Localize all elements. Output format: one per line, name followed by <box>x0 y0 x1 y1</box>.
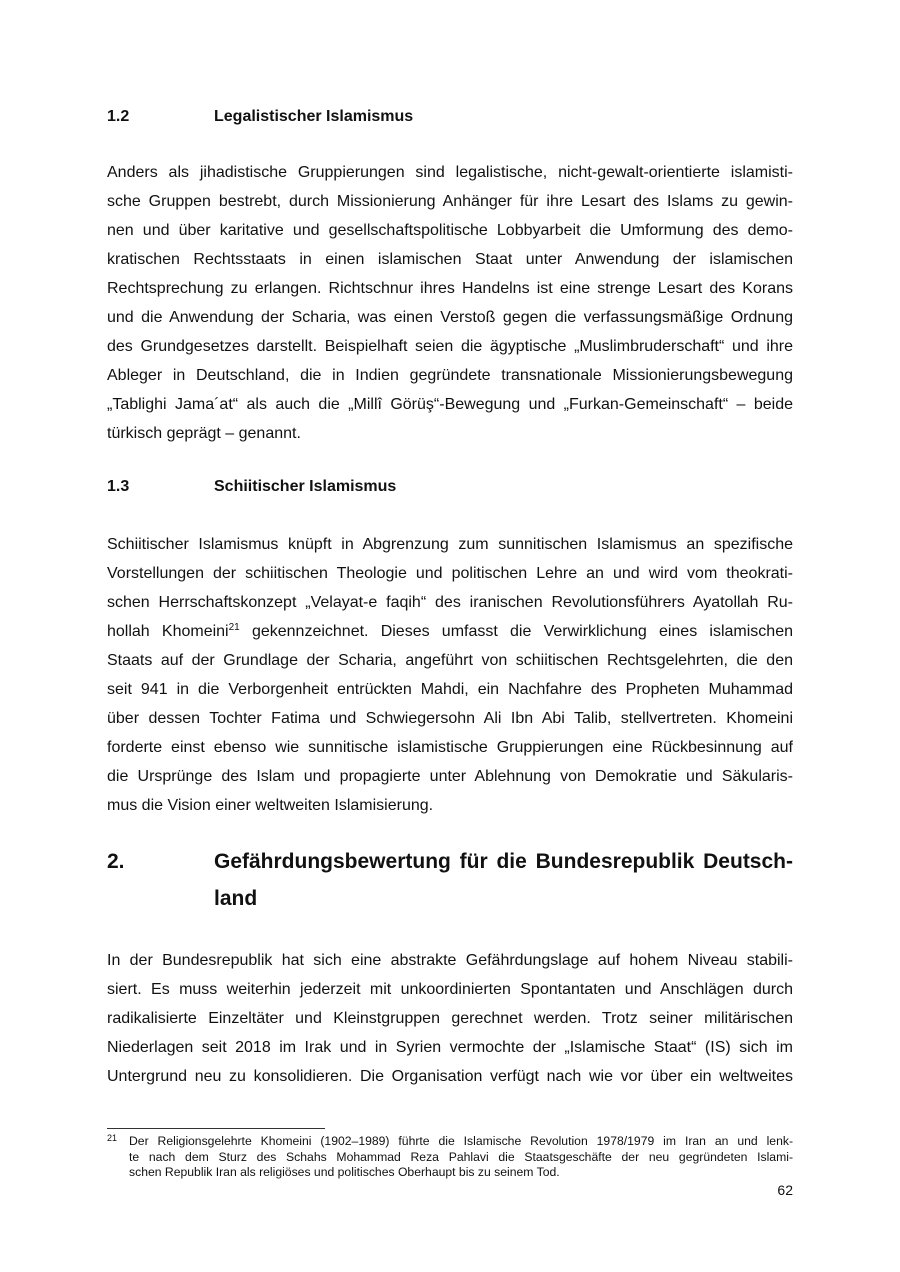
text-line: Niederlagen seit 2018 im Irak und in Syrien vermochte der „Islamische Staat“ (IS) sich im <box>107 1039 793 1056</box>
text-line: siert. Es muss weiterhin jederzeit mit unkoordinierten Spontantaten und Anschlägen durch <box>107 981 793 998</box>
section-title: Legalistischer Islamismus <box>214 108 414 125</box>
text-line: seit 941 in die Verborgenheit entrückten Mahdi, ein Nachfahre des Propheten Muhammad <box>107 681 793 698</box>
text-line: sche Gruppen bestrebt, durch Missionierung Anhänger für ihre Lesart des Islams zu gewin- <box>107 193 793 210</box>
text-line: und die Anwendung der Scharia, was einen Verstoß gegen die verfassungsmäßige Ordnung <box>107 309 793 326</box>
text-line-with-footnote-ref <box>107 617 793 646</box>
text-line: Anders als jihadistische Gruppierungen sind legalistische, nicht-gewalt-orientierte islamisti- <box>107 164 793 181</box>
page-number: 62 <box>777 1182 793 1198</box>
footnote-line: Der Religionsgelehrte Khomeini (1902–1989) führte die Islamische Revolution 1978/1979 im Iran an und lenk- <box>129 1134 793 1148</box>
footnote-line: schen Republik Iran als religiöses und politisches Oberhaupt bis zu seinem Tod. <box>129 1165 560 1179</box>
text-line: Rechtsprechung zu erlangen. Richtschnur ihres Handelns ist eine strenge Lesart des Korans <box>107 280 793 297</box>
text-fragment: gekennzeichnet. Dieses umfasst die Verwirklichung eines islamischen <box>239 623 793 640</box>
text-line: Vorstellungen der schiitischen Theologie und politischen Lehre an und wird vom theokrati- <box>107 565 793 582</box>
chapter-number: 2. <box>107 850 125 873</box>
text-line: In der Bundesrepublik hat sich eine abstrakte Gefährdungslage auf hohem Niveau stabili- <box>107 952 793 969</box>
text-line: Ableger in Deutschland, die in Indien gegründete transnationale Missionierungsbewegung <box>107 367 793 384</box>
text-line: kratischen Rechtsstaats in einen islamischen Staat unter Anwendung der islamischen <box>107 251 793 268</box>
text-line: des Grundgesetzes darstellt. Beispielhaft seien die ägyptische „Muslimbruderschaft“ und ihre <box>107 338 793 355</box>
footnote-text <box>129 1134 793 1181</box>
text-line: mus die Vision einer weltweiten Islamisierung. <box>107 797 434 814</box>
footnote-separator <box>107 1128 325 1129</box>
text-line: über dessen Tochter Fatima und Schwiegersohn Ali Ibn Abi Talib, stellvertreten. Khomeini <box>107 710 793 727</box>
text-line: Untergrund neu zu konsolidieren. Die Organisation verfügt nach wie vor über ein weltweites <box>107 1068 793 1085</box>
paragraph-1-2 <box>107 158 793 448</box>
title-line: Gefährdungsbewertung für die Bundesrepublik Deutsch- <box>214 850 793 873</box>
text-line: nen und über karitative und gesellschaftspolitische Lobbyarbeit die Umformung des demo- <box>107 222 793 239</box>
title-line: land <box>214 887 258 910</box>
text-line: forderte einst ebenso wie sunnitische islamistische Gruppierungen eine Rückbesinnung auf <box>107 739 793 756</box>
text-line: „Tablighi Jama´at“ als auch die „Millî Görüş“-Bewegung und „Furkan-Gemeinschaft“ – beide <box>107 396 793 413</box>
section-title: Schiitischer Islamismus <box>214 478 397 495</box>
paragraph-2 <box>107 946 793 1091</box>
text-line: Staats auf der Grundlage der Scharia, angeführt von schiitischen Rechtsgelehrten, die den <box>107 652 793 669</box>
text-line: türkisch geprägt – genannt. <box>107 425 301 442</box>
section-number: 1.3 <box>107 478 130 495</box>
text-line: Schiitischer Islamismus knüpft in Abgrenzung zum sunnitischen Islamismus an spezifische <box>107 536 793 553</box>
footnote-reference[interactable]: 21 <box>228 622 240 633</box>
text-fragment: hollah Khomeini <box>107 623 229 640</box>
paragraph-1-3 <box>107 530 793 820</box>
footnote-mark: 21 <box>107 1133 118 1143</box>
text-line: schen Herrschaftskonzept „Velayat-e faqih“ des iranischen Revolutionsführers Ayatollah Ru- <box>107 594 793 611</box>
footnote-line: te nach dem Sturz des Schahs Mohammad Reza Pahlavi die Staatsgeschäfte der neu gegründeten Islami- <box>129 1149 793 1164</box>
text-line: radikalisierte Einzeltäter und Kleinstgruppen gerechnet werden. Trotz seiner militärischen <box>107 1010 793 1027</box>
chapter-title <box>214 843 793 917</box>
section-number: 1.2 <box>107 108 130 125</box>
text-line: die Ursprünge des Islam und propagierte unter Ablehnung von Demokratie und Säkularis- <box>107 768 793 785</box>
